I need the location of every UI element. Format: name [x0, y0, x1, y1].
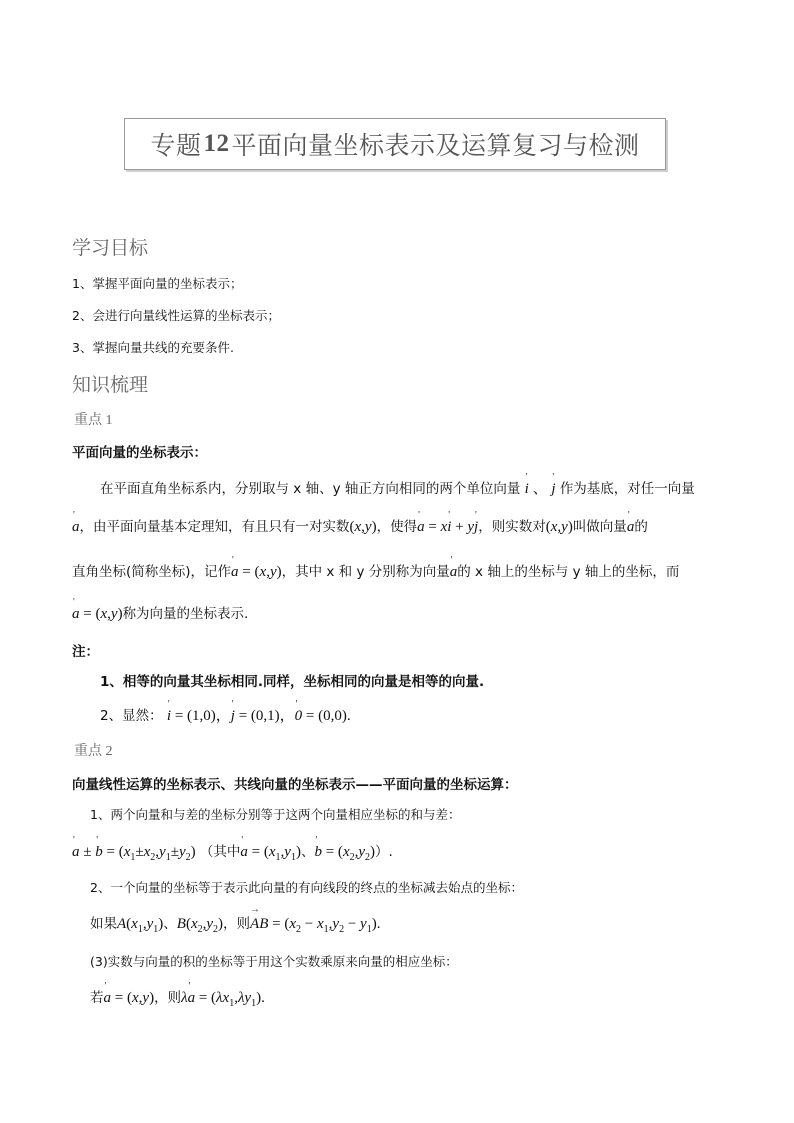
rule-3: (3)实数与向量的积的坐标等于用这个实数乘原来向量的相应坐标： [90, 954, 458, 969]
note-2: 2、显然： ' i = (1,0)，' j = (0,1)，' 0 = (0,0). [100, 704, 351, 725]
goal-item: 1、掌握平面向量的坐标表示； [72, 276, 243, 291]
knowledge-heading: 知识梳理 [72, 374, 149, 396]
paragraph-line: ' a = (x,y)称为向量的坐标表示. [72, 602, 248, 623]
note-1: 1、相等的向量其坐标相同.同样，坐标相同的向量是相等的向量. [100, 674, 485, 690]
rule-2: 2、一个向量的坐标等于表示此向量的有向线段的终点的坐标减去始点的坐标： [90, 880, 523, 895]
subheading-coordinate: 平面向量的坐标表示： [72, 445, 207, 461]
goals-heading: 学习目标 [72, 237, 149, 259]
paragraph-line: 在平面直角坐标系内，分别取与 x 轴、y 轴正方向相同的两个单位向量 ' i 、 ' j 作为基底，对任一向量 [100, 477, 695, 498]
page-title [124, 118, 666, 170]
title-number: 12 [203, 130, 230, 157]
subheading-operations: 向量线性运算的坐标表示、共线向量的坐标表示——平面向量的坐标运算： [72, 777, 518, 793]
rule-1-formula: ' a ± ' $b = (x_1\pm x_2,y_1\pm y_2)$ （其中' $a = (x_1,y_1)$、' $b = (x_2,y_2)$）. [72, 840, 393, 863]
key-point-2: 重点 2 [74, 744, 113, 759]
rule-2-formula: 如果$A(x_1,y_1)$、$B(x_2,y_2)$，则→ AB = $(x_2 - x_1,y_2 - y_1)$. [90, 912, 380, 935]
goal-item: 3、掌握向量共线的充要条件. [72, 340, 234, 355]
paragraph-line: 直角坐标(简称坐标)，记作' a = (x,y)，其中 x 和 y 分别称为向量' a的 x 轴上的坐标与 y 轴上的坐标，而 [72, 560, 679, 581]
rule-3-formula: 若' a = (x,y)，则λ' $a = (\lambda x_1,\lambda y_1)$. [90, 986, 265, 1009]
note-label: 注： [72, 644, 99, 660]
title-prefix: 专题 [150, 131, 202, 160]
goal-item: 2、会进行向量线性运算的坐标表示； [72, 308, 280, 323]
title-text: 平面向量坐标表示及运算复习与检测 [231, 131, 640, 160]
paragraph-line: ' a，由平面向量基本定理知，有且只有一对实数(x,y)，使得' a = x' i + y' j，则实数对(x,y)叫做向量' a的 [72, 515, 648, 536]
rule-1: 1、两个向量和与差的坐标分别等于这两个向量相应坐标的和与差： [90, 807, 461, 822]
key-point-1: 重点 1 [74, 413, 113, 428]
